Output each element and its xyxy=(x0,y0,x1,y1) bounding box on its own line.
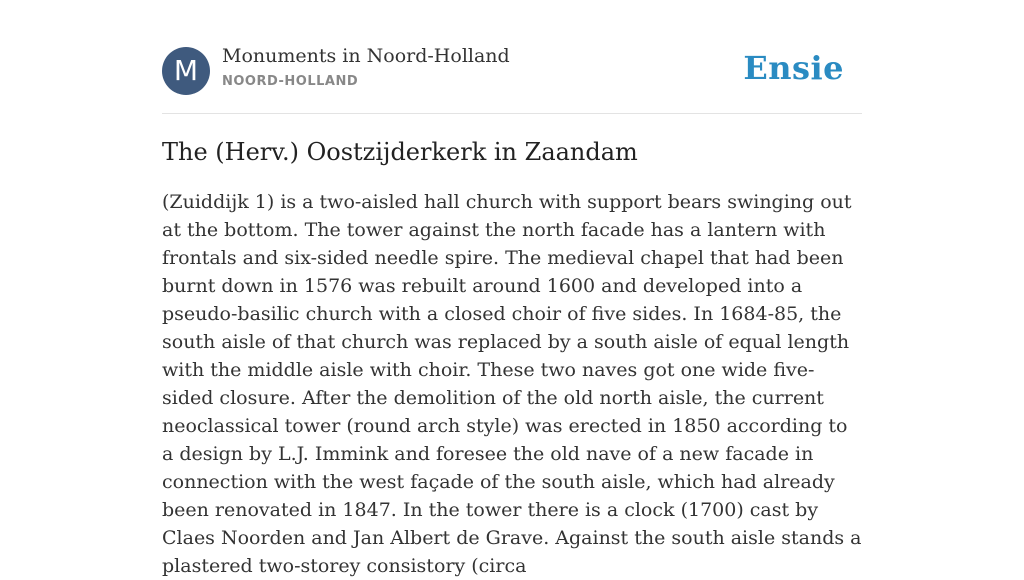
region-label[interactable]: NOORD-HOLLAND xyxy=(222,74,359,89)
page-container xyxy=(162,0,862,577)
article-body: (Zuiddijk 1) is a two-aisled hall church with support bears swinging out at the bottom. The tower against the north facade has a lantern with frontals and six-sided needle spire. The medieval chapel that had been burnt down in 1576 was rebuilt around 1600 and developed into a pseudo-basilic church with a closed choir of five sides. In 1684-85, the south aisle of that church was replaced by a south aisle of equal length with the middle aisle with choir. These two naves got one wide five-sided closure. After the demolition of the old north aisle, the current neoclassical tower (round arch style) was erected in 1850 according to a design by L.J. Immink and foresee the old nave of a new facade in connection with the west façade of the south aisle, which had already been renovated in 1847. In the tower there is a clock (1700) cast by Claes Noorden and Jan Albert de Grave. Against the south aisle stands a plastered two-storey consistory (circa xyxy=(162,191,862,577)
ensie-logo[interactable]: Ensie xyxy=(743,49,844,87)
header xyxy=(162,0,862,114)
article-title: The (Herv.) Oostzijderkerk in Zaandam xyxy=(162,138,638,166)
collection-title[interactable]: Monuments in Noord-Holland xyxy=(222,45,510,67)
collection-avatar[interactable]: M xyxy=(162,47,210,95)
